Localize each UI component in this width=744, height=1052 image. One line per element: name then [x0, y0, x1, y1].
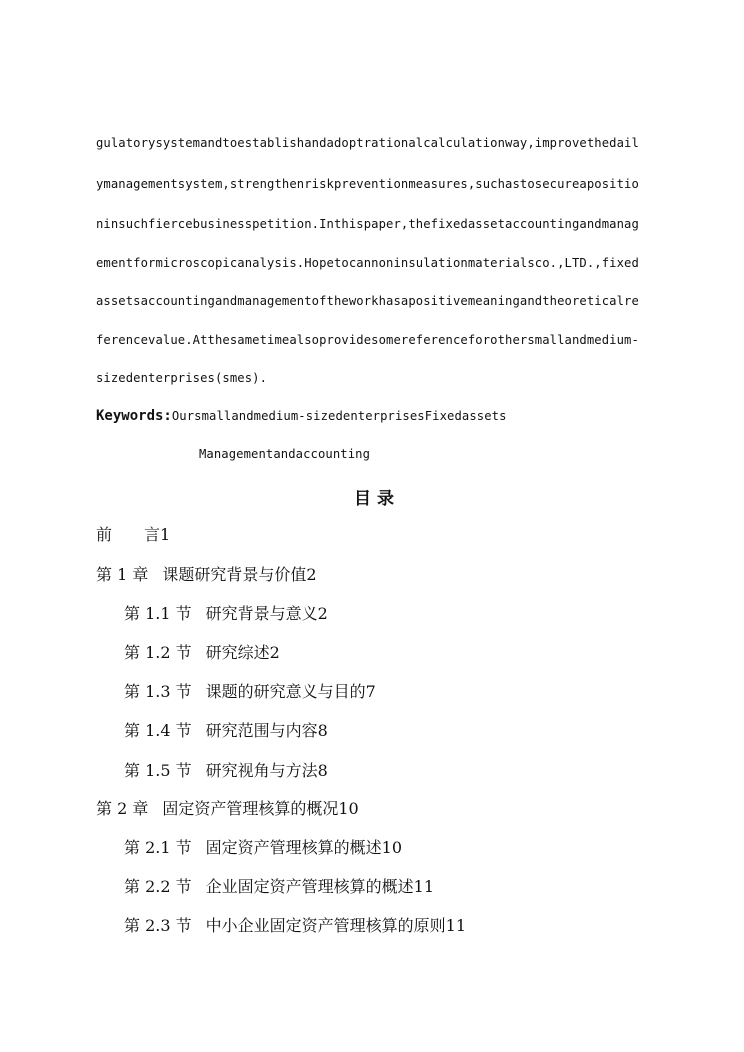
toc-number: 第 2.1 节	[124, 838, 192, 857]
toc-entry-section[interactable]	[124, 640, 280, 663]
toc-title-text: 中小企业固定资产管理核算的原则	[205, 916, 446, 935]
toc-page: 2	[269, 643, 280, 662]
toc-number: 第 2 章	[96, 799, 149, 818]
toc-title-text: 固定资产管理核算的概述	[205, 838, 382, 857]
abstract-line: ferencevalue.Atthesametimealsoprovidesomereferenceforothersmallandmedium-	[96, 333, 639, 347]
abstract-line: ymanagementsystem,strengthenriskpreventionmeasures,suchastosecureapositio	[96, 177, 639, 191]
toc-title-text: 研究范围与内容	[205, 721, 318, 740]
toc-title-text: 研究背景与意义	[205, 604, 318, 623]
abstract-line: ninsuchfiercebusinesspetition.Inthispaper,thefixedassetaccountingandmanag	[96, 217, 639, 231]
toc-entry-preface[interactable]	[96, 522, 170, 545]
toc-page: 11	[413, 877, 434, 896]
toc-entry-section[interactable]	[124, 679, 376, 702]
keywords-label: Keywords:	[96, 408, 172, 424]
toc-entry-section[interactable]	[124, 601, 328, 624]
abstract-line: gulatorysystemandtoestablishandadoptrationalcalculationway,improvethedail	[96, 136, 639, 150]
toc-entry-section[interactable]	[124, 758, 328, 781]
toc-entry-chapter[interactable]	[96, 562, 317, 585]
keywords-line	[96, 407, 507, 425]
toc-title-text: 研究视角与方法	[205, 761, 318, 780]
toc-page: 10	[338, 799, 359, 818]
toc-number: 第 1.2 节	[124, 643, 192, 662]
toc-preface-char-2: 言	[144, 525, 161, 544]
toc-page: 10	[381, 838, 402, 857]
abstract-line: ementformicroscopicanalysis.Hopetocannoninsulationmaterialsco.,LTD.,fixed	[96, 256, 639, 270]
toc-page: 7	[365, 682, 376, 701]
toc-entry-section[interactable]	[124, 718, 328, 741]
toc-number: 第 1.1 节	[124, 604, 192, 623]
toc-number: 第 1.5 节	[124, 761, 192, 780]
toc-number: 第 2.2 节	[124, 877, 192, 896]
toc-entry-section[interactable]	[124, 913, 466, 936]
toc-entry-section[interactable]	[124, 874, 434, 897]
toc-number: 第 1.4 节	[124, 721, 192, 740]
toc-page: 2	[306, 565, 317, 584]
toc-page: 8	[317, 721, 328, 740]
abstract-line: sizedenterprises(smes).	[96, 371, 268, 385]
toc-entry-section[interactable]	[124, 835, 402, 858]
toc-title-text: 固定资产管理核算的概况	[162, 799, 339, 818]
toc-preface-char-1: 前	[96, 525, 113, 544]
toc-entry-chapter[interactable]	[96, 796, 359, 819]
toc-number: 第 2.3 节	[124, 916, 192, 935]
abstract-line: assetsaccountingandmanagementoftheworkhasapositivemeaningandtheoreticalre	[96, 294, 639, 308]
toc-page: 8	[317, 761, 328, 780]
toc-page: 1	[160, 525, 171, 544]
toc-title-text: 课题研究背景与价值	[162, 565, 307, 584]
toc-page: 11	[445, 916, 466, 935]
toc-number: 第 1.3 节	[124, 682, 192, 701]
toc-page: 2	[317, 604, 328, 623]
toc-title-text: 企业固定资产管理核算的概述	[205, 877, 414, 896]
keywords-continuation: Managementandaccounting	[199, 447, 371, 461]
toc-title: 目录	[354, 489, 400, 509]
toc-title-text: 课题的研究意义与目的	[205, 682, 366, 701]
toc-number: 第 1 章	[96, 565, 149, 584]
toc-title-text: 研究综述	[205, 643, 270, 662]
keywords-text: Oursmallandmedium-sizedenterprisesFixedassets	[171, 409, 507, 423]
